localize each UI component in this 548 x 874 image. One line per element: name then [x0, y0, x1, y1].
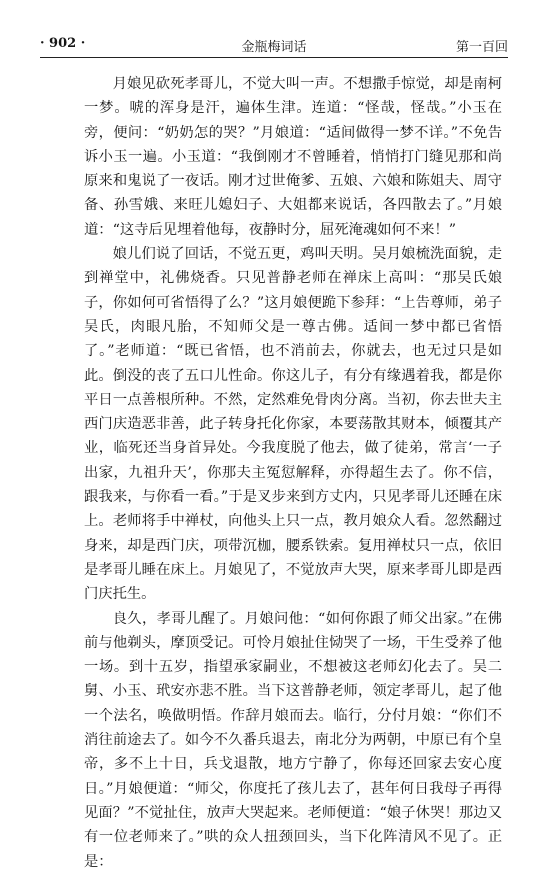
- header-rule: [40, 57, 508, 58]
- paragraph: 良久，孝哥儿醒了。月娘问他：“如何你跟了师父出家。”在佛前与他剃头，摩顶受记。可怜月娘扯住恸哭了一场，干生受养了他一场。到十五岁，指望承家嗣业，不想被这老师幻化去了。吴二舅、小玉、玳安亦悲不胜。当下这普静老师，领定孝哥儿，起了他一个法名，唤做明悟。作辞月娘而去。临行，分付月娘：“你们不消往前途去了。如今不久番兵退去，南北分为两朝，中原已有个皇帝，多不上十日，兵戈退散，地方宁静了，你每还回家去安心度日。”月娘便道：“师父，你度托了孩儿去了，甚年何日我母子再得见面？”不觉扯住，放声大哭起来。老师便道：“娘子休哭！那边又有一位老师来了。”哄的众人扭颈回头，当下化阵清风不见了。正是：: [84, 610, 502, 870]
- page-header: [40, 34, 508, 54]
- paragraph: 月娘见砍死孝哥儿，不觉大叫一声。不想撒手惊觉，却是南柯一梦。唬的浑身是汗，遍体生津。连道：“怪哉，怪哉。”小玉在旁，便问：“奶奶怎的哭？”月娘道：“适间做得一梦不详。”不免告诉小玉一遍。小玉道：“我倒刚才不曾睡着，悄悄打门缝见那和尚原来和鬼说了一夜话。刚才过世俺爹、五娘、六娘和陈姐夫、周守备、孙雪娥、来旺儿媳妇子、大姐都来说话，各四散去了。”月娘道：“这寺后见埋着他每，夜静时分，屈死淹魂如何不来！”: [84, 76, 502, 238]
- paragraph: 娘儿们说了回话，不觉五更，鸡叫天明。吴月娘梳洗面貌，走到禅堂中，礼佛烧香。只见普静老师在禅床上高叫：“那吴氏娘子，你如何可省悟得了么？”这月娘便跪下参拜：“上告尊师，弟子吴氏，肉眼凡胎，不知师父是一尊古佛。适间一梦中都已省悟了。”老师道：“既已省悟，也不消前去，你就去，也无过只是如此。倒没的丧了五口儿性命。你这儿子，有分有缘遇着我，都是你平日一点善根所种。不然，定然难免骨肉分离。当初，你去世夫主西门庆造恶非善，此子转身托化你家，本要荡散其财本，倾覆其产业，临死还当身首异处。今我度脱了他去，做了徒弟，常言‘一子出家，九祖升天’，你那夫主冤愆解释，亦得超生去了。你不信，跟我来，与你看一看。”于是叉步来到方丈内，只见孝哥儿还睡在床上。老师将手中禅杖，向他头上只一点，教月娘众人看。忽然翻过身来，却是西门庆，项带沉枷，腰系铁索。复用禅杖只一点，依旧是孝哥儿睡在床上。月娘见了，不觉放声大哭，原来孝哥儿即是西门庆托生。: [84, 246, 502, 603]
- book-title: 金瓶梅词话: [241, 40, 307, 55]
- body-text: [84, 72, 502, 874]
- chapter-title: 第一百回: [455, 40, 508, 55]
- page-number: · 902 ·: [40, 36, 86, 51]
